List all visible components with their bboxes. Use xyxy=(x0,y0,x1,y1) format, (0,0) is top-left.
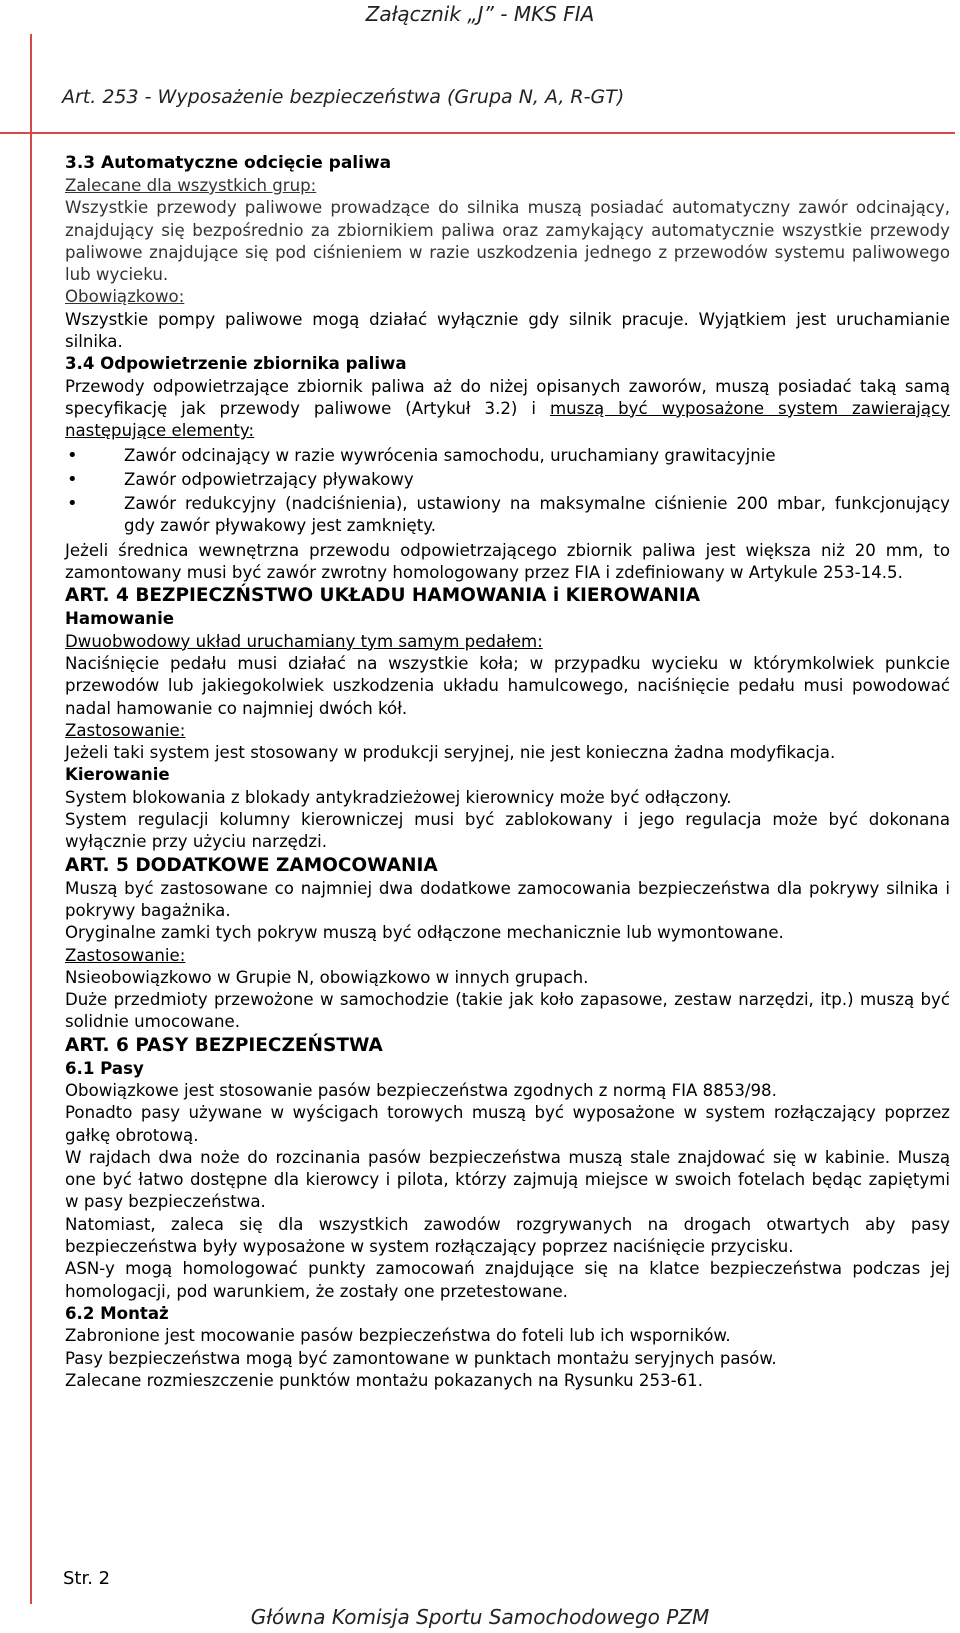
page-number: Str. 2 xyxy=(63,1568,111,1589)
art-6-heading: ART. 6 PASY BEZPIECZEŃSTWA xyxy=(65,1034,383,1056)
art-4-heading: ART. 4 BEZPIECZŃSTWO UKŁADU HAMOWANIA i KIEROWANIA xyxy=(65,585,701,607)
recommended-text: Wszystkie przewody paliwowe prowadzące do silnika muszą posiadać automatyczny zawór odcinający, znajdujący się bezpośrednio za zbiornikiem paliwa oraz zamykający automatycznie wszystkie przewody paliwowe znajdujące się pod ciśnieniem w razie uszkodzenia jednego z przewodów systemu paliwowego lub wycieku. xyxy=(65,198,950,285)
list-item: • Zawór odcinający w razie wywrócenia samochodu, uruchamiany grawitacyjnie xyxy=(67,444,776,466)
art-5-text-3: Duże przedmioty przewożone w samochodzie (takie jak koło zapasowe, zestaw narzędzi, itp.) muszą być solidnie umocowane. xyxy=(65,990,950,1032)
mandatory-label: Obowiązkowo: xyxy=(65,287,185,307)
steering-heading: Kierowanie xyxy=(65,765,170,785)
list-item: • Zawór odpowietrzający pływakowy xyxy=(67,468,414,490)
section-3-3-heading: 3.3 Automatyczne odcięcie paliwa xyxy=(65,153,392,173)
article-subtitle: Art. 253 - Wyposażenie bezpieczeństwa (Grupa N, A, R-GT) xyxy=(62,86,625,108)
application-text: Jeżeli taki system jest stosowany w produkcji seryjnej, nie jest konieczna żadna modyfikacja. xyxy=(65,743,836,763)
steering-text-1: System blokowania z blokady antykradzieżowej kierownicy może być odłączony. xyxy=(65,787,732,807)
art-5-text-2: Oryginalne zamki tych pokryw muszą być odłączone mechanicznie lub wymontowane. xyxy=(65,923,784,943)
art-5-text-1: Muszą być zastosowane co najmniej dwa dodatkowe zamocowania bezpieczeństwa dla pokrywy silnika i pokrywy bagażnika. xyxy=(65,878,950,920)
footer-organization: Główna Komisja Sportu Samochodowego PZM xyxy=(250,1605,710,1629)
steering-text-2: System regulacji kolumny kierowniczej musi być zablokowany i jego regulacja może być dokonana wyłącznie przy użyciu narzędzi. xyxy=(65,810,950,852)
document-title: Załącznik „J” - MKS FIA xyxy=(365,2,595,26)
document-body xyxy=(65,151,950,1392)
section-6-2-p2: Pasy bezpieczeństwa mogą być zamontowane w punktach montażu seryjnych pasów. xyxy=(65,1348,777,1368)
section-3-4-intro xyxy=(65,376,950,443)
application-label: Zastosowanie: xyxy=(65,720,186,740)
section-6-1-heading: 6.1 Pasy xyxy=(65,1058,144,1078)
section-6-2-p1: Zabronione jest mocowanie pasów bezpieczeństwa do foteli lub ich wsporników. xyxy=(65,1326,731,1346)
dual-circuit-label: Dwuobwodowy układ uruchamiany tym samym pedałem: xyxy=(65,631,543,651)
left-margin-rule xyxy=(30,34,32,1604)
section-6-2-heading: 6.2 Montaż xyxy=(65,1303,169,1323)
bullet-icon: • xyxy=(67,444,78,466)
art-5-application-text: Nsieobowiązkowo w Grupie N, obowiązkowo w innych grupach. xyxy=(65,967,589,987)
section-3-4-outro: Jeżeli średnica wewnętrzna przewodu odpowietrzającego zbiornik paliwa jest większa niż 20 mm, to zamontowany musi być zawór zwrotny homologowany przez FIA i zdefiniowany w Artykule 253-14.5. xyxy=(65,540,950,583)
dual-circuit-text: Naciśnięcie pedału musi działać na wszystkie koła; w przypadku wycieku w którymkolwiek punkcie przewodów lub jakiegokolwiek uszkodzenia układu hamulcowego, naciśnięcie pedału musi powodować nadal hamowanie co najmniej dwóch kół. xyxy=(65,653,950,718)
list-item: • Zawór redukcyjny (nadciśnienia), ustawiony na maksymalne ciśnienie 200 mbar, funkcjonujący gdy zawór pływakowy jest zamknięty. xyxy=(67,493,950,536)
section-6-1-p1: Obowiązkowe jest stosowanie pasów bezpieczeństwa zgodnych z normą FIA 8853/98. xyxy=(65,1080,777,1100)
section-6-1-p3: W rajdach dwa noże do rozcinania pasów bezpieczeństwa muszą stale znajdować się w kabinie. Muszą one być łatwo dostępne dla kierowcy i pilota, którzy zajmują miejsce w swoich fotelach będąc zapiętymi w pasy bezpieczeństwa. xyxy=(65,1147,950,1212)
section-6-1-p2: Ponadto pasy używane w wyścigach torowych muszą być wyposażone w system rozłączający poprzez gałkę obrotową. xyxy=(65,1103,950,1145)
header-rule xyxy=(0,132,955,134)
braking-heading: Hamowanie xyxy=(65,609,175,629)
art-5-heading: ART. 5 DODATKOWE ZAMOCOWANIA xyxy=(65,854,438,876)
valve-list xyxy=(65,445,950,538)
section-3-4-heading: 3.4 Odpowietrzenie zbiornika paliwa xyxy=(65,354,407,374)
intro-underlined: muszą być wyposażone system zawierający następujące elementy: xyxy=(65,398,950,441)
intro-plain: Przewody odpowietrzające zbiornik paliwa aż do niżej opisanych zaworów, muszą posiadać taką samą specyfikację jak przewody paliwowe (Artykuł 3.2) i xyxy=(65,376,950,418)
bullet-icon: • xyxy=(67,493,78,515)
bullet-icon: • xyxy=(67,468,78,490)
art-5-application-label: Zastosowanie: xyxy=(65,945,186,965)
section-6-1-p4: Natomiast, zaleca się dla wszystkich zawodów rozgrywanych na drogach otwartych aby pasy bezpieczeństwa były wyposażone w system rozłączający poprzez naciśnięcie przycisku. xyxy=(65,1214,950,1257)
mandatory-text: Wszystkie pompy paliwowe mogą działać wyłącznie gdy silnik pracuje. Wyjątkiem jest uruchamianie silnika. xyxy=(65,309,950,352)
section-6-1-p5: ASN-y mogą homologować punkty zamocowań znajdujące się na klatce bezpieczeństwa podczas jej homologacji, pod warunkiem, że zostały one przetestowane. xyxy=(65,1259,950,1301)
section-6-2-p3: Zalecane rozmieszczenie punktów montażu pokazanych na Rysunku 253-61. xyxy=(65,1370,703,1390)
recommended-label: Zalecane dla wszystkich grup: xyxy=(65,176,317,195)
